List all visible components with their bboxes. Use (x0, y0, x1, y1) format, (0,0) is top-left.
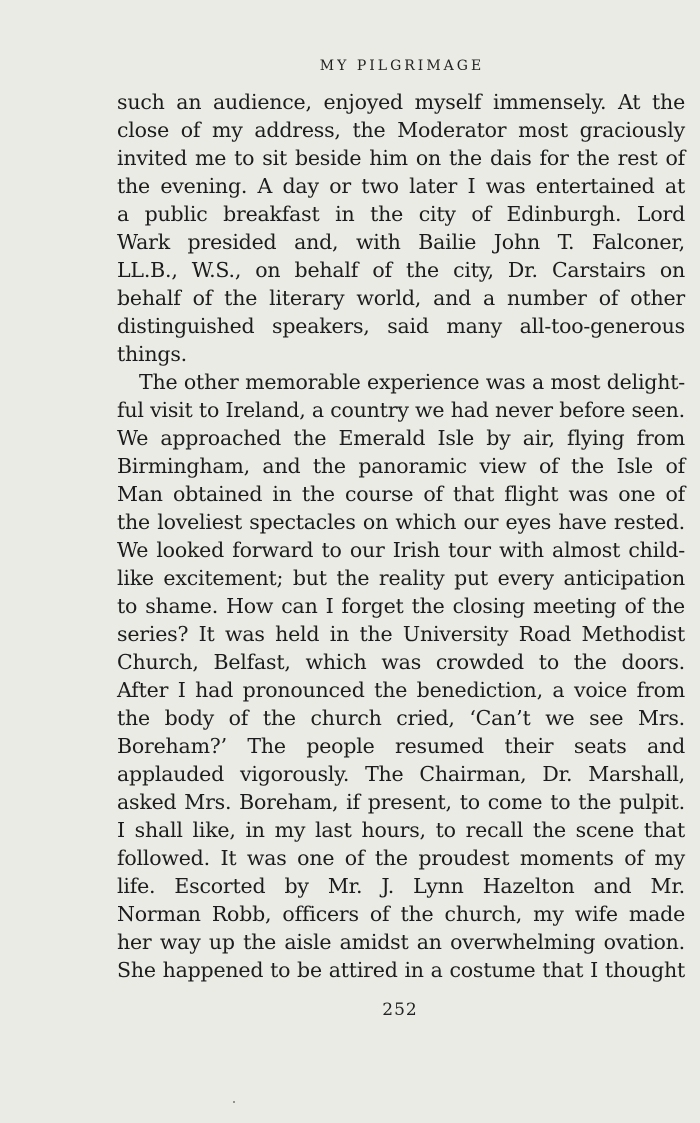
text-line: like excitement; but the reality put every anticipation (117, 566, 685, 590)
text-line: We looked forward to our Irish tour with almost child- (117, 538, 685, 562)
text-line: to shame. How can I forget the closing meeting of the (117, 594, 685, 618)
text-line: After I had pronounced the benediction, a voice from (117, 678, 685, 702)
text-line: Church, Belfast, which was crowded to the doors. (117, 650, 685, 674)
text-line: I shall like, in my last hours, to recall the scene that (117, 818, 685, 842)
text-line: followed. It was one of the proudest moments of my (117, 846, 685, 870)
text-line: distinguished speakers, said many all-too-generous (117, 314, 685, 338)
text-line: Norman Robb, officers of the church, my wife made (117, 902, 685, 926)
text-line: behalf of the literary world, and a number of other (117, 286, 685, 310)
body-text (117, 88, 685, 984)
paper-speck (233, 1101, 235, 1103)
text-line: her way up the aisle amidst an overwhelming ovation. (117, 930, 685, 954)
running-head: MY PILGRIMAGE (319, 58, 485, 74)
text-line: life. Escorted by Mr. J. Lynn Hazelton and Mr. (117, 874, 685, 898)
text-line: ful visit to Ireland, a country we had never before seen. (117, 398, 685, 422)
text-line: LL.B., W.S., on behalf of the city, Dr. Carstairs on (117, 258, 685, 282)
text-line: invited me to sit beside him on the dais for the rest of (117, 146, 685, 170)
text-line: applauded vigorously. The Chairman, Dr. Marshall, (117, 762, 685, 786)
paragraph-start-line: The other memorable experience was a most delight- (139, 370, 685, 394)
text-line: close of my address, the Moderator most graciously (117, 118, 685, 142)
text-line: Wark presided and, with Bailie John T. Falconer, (117, 230, 685, 254)
text-line: the evening. A day or two later I was entertained at (117, 174, 685, 198)
text-line: asked Mrs. Boreham, if present, to come to the pulpit. (117, 790, 685, 814)
text-line: series? It was held in the University Road Methodist (117, 622, 685, 646)
page-number: 252 (382, 1000, 418, 1020)
text-line: Boreham?’ The people resumed their seats and (117, 734, 685, 758)
text-line: Man obtained in the course of that flight was one of (117, 482, 685, 506)
text-line: a public breakfast in the city of Edinburgh. Lord (117, 202, 685, 226)
text-line: Birmingham, and the panoramic view of the Isle of (117, 454, 685, 478)
text-line: We approached the Emerald Isle by air, flying from (117, 426, 685, 450)
text-line: the loveliest spectacles on which our eyes have rested. (117, 510, 685, 534)
text-line: such an audience, enjoyed myself immensely. At the (117, 90, 685, 114)
text-line: the body of the church cried, ‘Can’t we see Mrs. (117, 706, 685, 730)
text-line: things. (117, 342, 187, 366)
text-line: She happened to be attired in a costume that I thought (117, 958, 685, 982)
